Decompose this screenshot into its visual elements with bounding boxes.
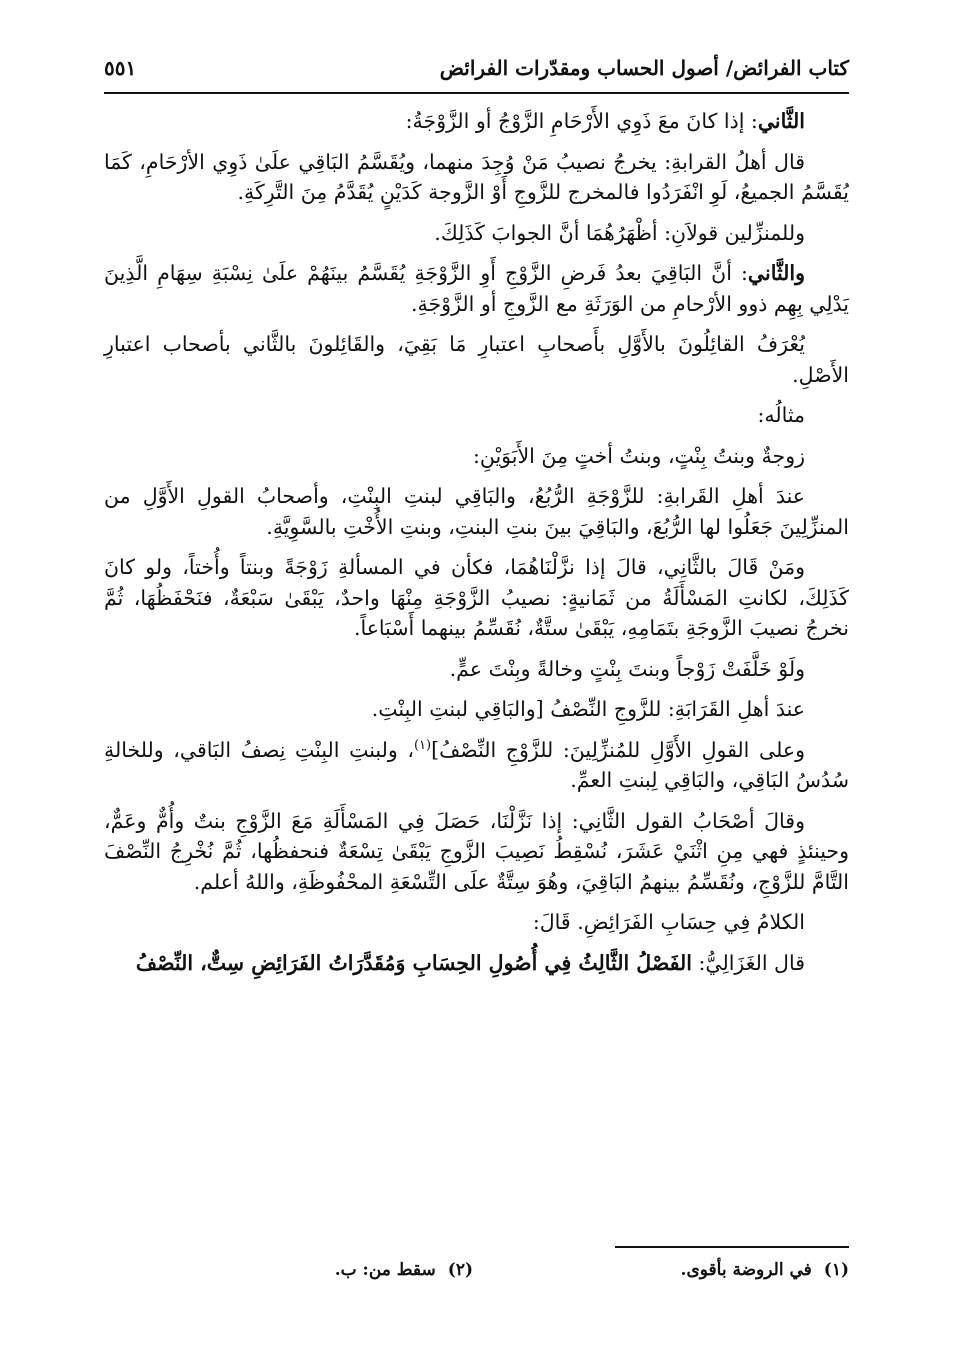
footnote-2 [335,1260,473,1280]
paragraph [104,106,849,137]
footnotes [104,1260,849,1290]
paragraph-text: : أنَّ البَاقِيَ بعدُ فَرضِ الزَّوْجِ أَوِ الزَّوْجَةِ يُقَسَّمُ بينَهُمْ علَىٰ نِسْبَةِ سِهَامِ الَّذِينَ يَدْلِي بِهِم ذوو الأرْحامِ من الوَرَثَةِ مع الزَّوجِ أو الزَّوْجَةِ. [104,261,849,316]
paragraph: عندَ أهلِ القَرابةِ: للزَّوْجَةِ الرُّبُعُ، والبَاقِي لبنتِ البِنْتِ، وأصحابُ القولِ الأَوَّلِ من المنزِّلِينَ جَعَلُوا لها الرُّبُعَ، والبَاقِيَ بينَ بنتِ البنتِ، وبنتِ الأُخْتِ بالسَّوِيَّةِ. [104,484,849,539]
footnote-number: (٢) [447,1260,473,1280]
footnote-ref[interactable]: (١) [413,737,432,753]
paragraph: الكلامُ فِي حِسَابِ الفَرَائِضِ. قَالَ: [532,910,805,934]
paragraph-text: ، ولبنتِ البِنْتِ نِصفُ البَاقي، وللخالةِ سُدُسُ البَاقِي، والبَاقِي لِبنتِ العمِّ. [104,737,849,792]
paragraph: عندَ أهلِ القَرَابَةِ: للزَّوجِ النِّصْفُ [والبَاقِي لبنتِ البِنْتِ. [371,697,805,721]
footnote-1 [681,1260,849,1280]
paragraph: وقالَ أصْحَابُ القول الثَّانِي: إذا نَزَّلْنَا، حَصَلَ فِي المَسْأَلَةِ مَعَ الزَّوْجِ بنتٌ وأُمٌّ وعَمٌّ، وحينئذٍ فهي مِنِ اثْنَيْ عَشَرَ، نُسْقِطُ نَصِيبَ الزَّوجِ يَبْقَىٰ تِسْعَةٌ فنحفظُها، ثُمَّ نُخْرِجُ النِّصْفَ التَّامَّ للزَّوْجِ، ونُقَسِّمُ بينهمُ البَاقِيَ، وهُوَ سِتَّةٌ علَى التِّسْعَةِ المحْفُوظَةِ، واللهُ أعلم. [104,808,849,894]
page-number: ٥٥١ [104,56,137,80]
paragraph: قال أهلُ القرابةِ: يخرجُ نصيبُ مَنْ وُجِدَ منهما، ويُقَسَّمُ البَاقِي علَىٰ ذَوِي الأرْحَامِ، كَمَا يُقَسَّمُ الجميعُ، لَوِ انْفَرَدُوا فالمخرج للزَّوجِ أَوْ الزَّوجة كَدَيْنٍ يُقَدَّمُ مِنَ التَّرِكَةِ. [104,149,849,204]
page-header [104,52,849,94]
paragraph: زوجةٌ وبنتُ بِنْتٍ، وبنتُ أختٍ مِنَ الأَبَوَيْنِ: [472,443,805,468]
footnote-text: سقط من: ب. [334,1260,436,1280]
section-heading-text: الفَصْلُ الثَّالِثُ فِي أُصُولِ الحِسَابِ وَمُقَدَّرَاتُ الفَرَائِضِ سِتٌّ، النِّصْفُ [135,950,692,975]
paragraph [104,948,849,979]
section-lead: والثَّاني [747,261,805,285]
paragraph: ولَوْ خَلَّفَتْ زَوْجاً وبنتَ بِنْتٍ وخالةً وبِنْتَ عمٍّ. [449,656,805,681]
paragraph-text: وعلى القولِ الأَوَّلِ للمُنزِّلِينَ: للزَّوْجِ النِّصْفُ] [431,737,805,762]
paragraph [104,735,849,796]
section-lead: الثَّاني [757,109,805,133]
footnote-text: في الروضة بأقوى. [680,1260,812,1280]
footnote-number: (١) [823,1260,849,1280]
paragraph: ومَنْ قَالَ بالثَّانِي، قالَ إذا نزَّلْنَاهُمَا، فكأن في المسألةِ زَوْجَةً وبنتاً وأُختاً، ولو كانَ كَذَلِكَ، لكانتِ المَسْأَلَةُ من ثَمَانيةٍ: نصيبُ الزَّوْجَةِ مِنْهَا واحدٌ، يَبْقَىٰ سَبْعَةٌ، فنَحْفَظُهَا، ثُمَّ نخرجُ نصيبَ الزَّوجَةِ بتَمَامِهِ، يَبْقَىٰ ستَّةٌ، نُقَسِّمُ بينهما أَسْبَاعاً. [104,555,849,640]
paragraph: يُعْرَفُ القائِلُونَ بالأَوَّلِ بأَصحابِ اعتبارِ مَا بَقِيَ، والقَائِلونَ بالثَّاني بأصحاب اعتبارِ الأَصْلِ. [104,332,849,387]
paragraph: مثالُه: [757,403,805,427]
paragraph [104,258,849,319]
paragraph: وللمنزِّلين قولاَنِ: أظْهَرُهُمَا أنَّ الجوابَ كَذَلِكَ. [434,220,805,245]
footnote-divider [615,1246,849,1248]
main-text [104,106,849,988]
paragraph-text: قال الغَزَالِيُّ: [691,950,805,975]
running-title: كتاب الفرائض/ أصول الحساب ومقدّرات الفرائض [439,56,849,80]
paragraph-text: : إذا كانَ معَ ذَوِي الأَرْحَامِ الزَّوْجُ أو الزَّوْجَةُ: [405,109,758,133]
